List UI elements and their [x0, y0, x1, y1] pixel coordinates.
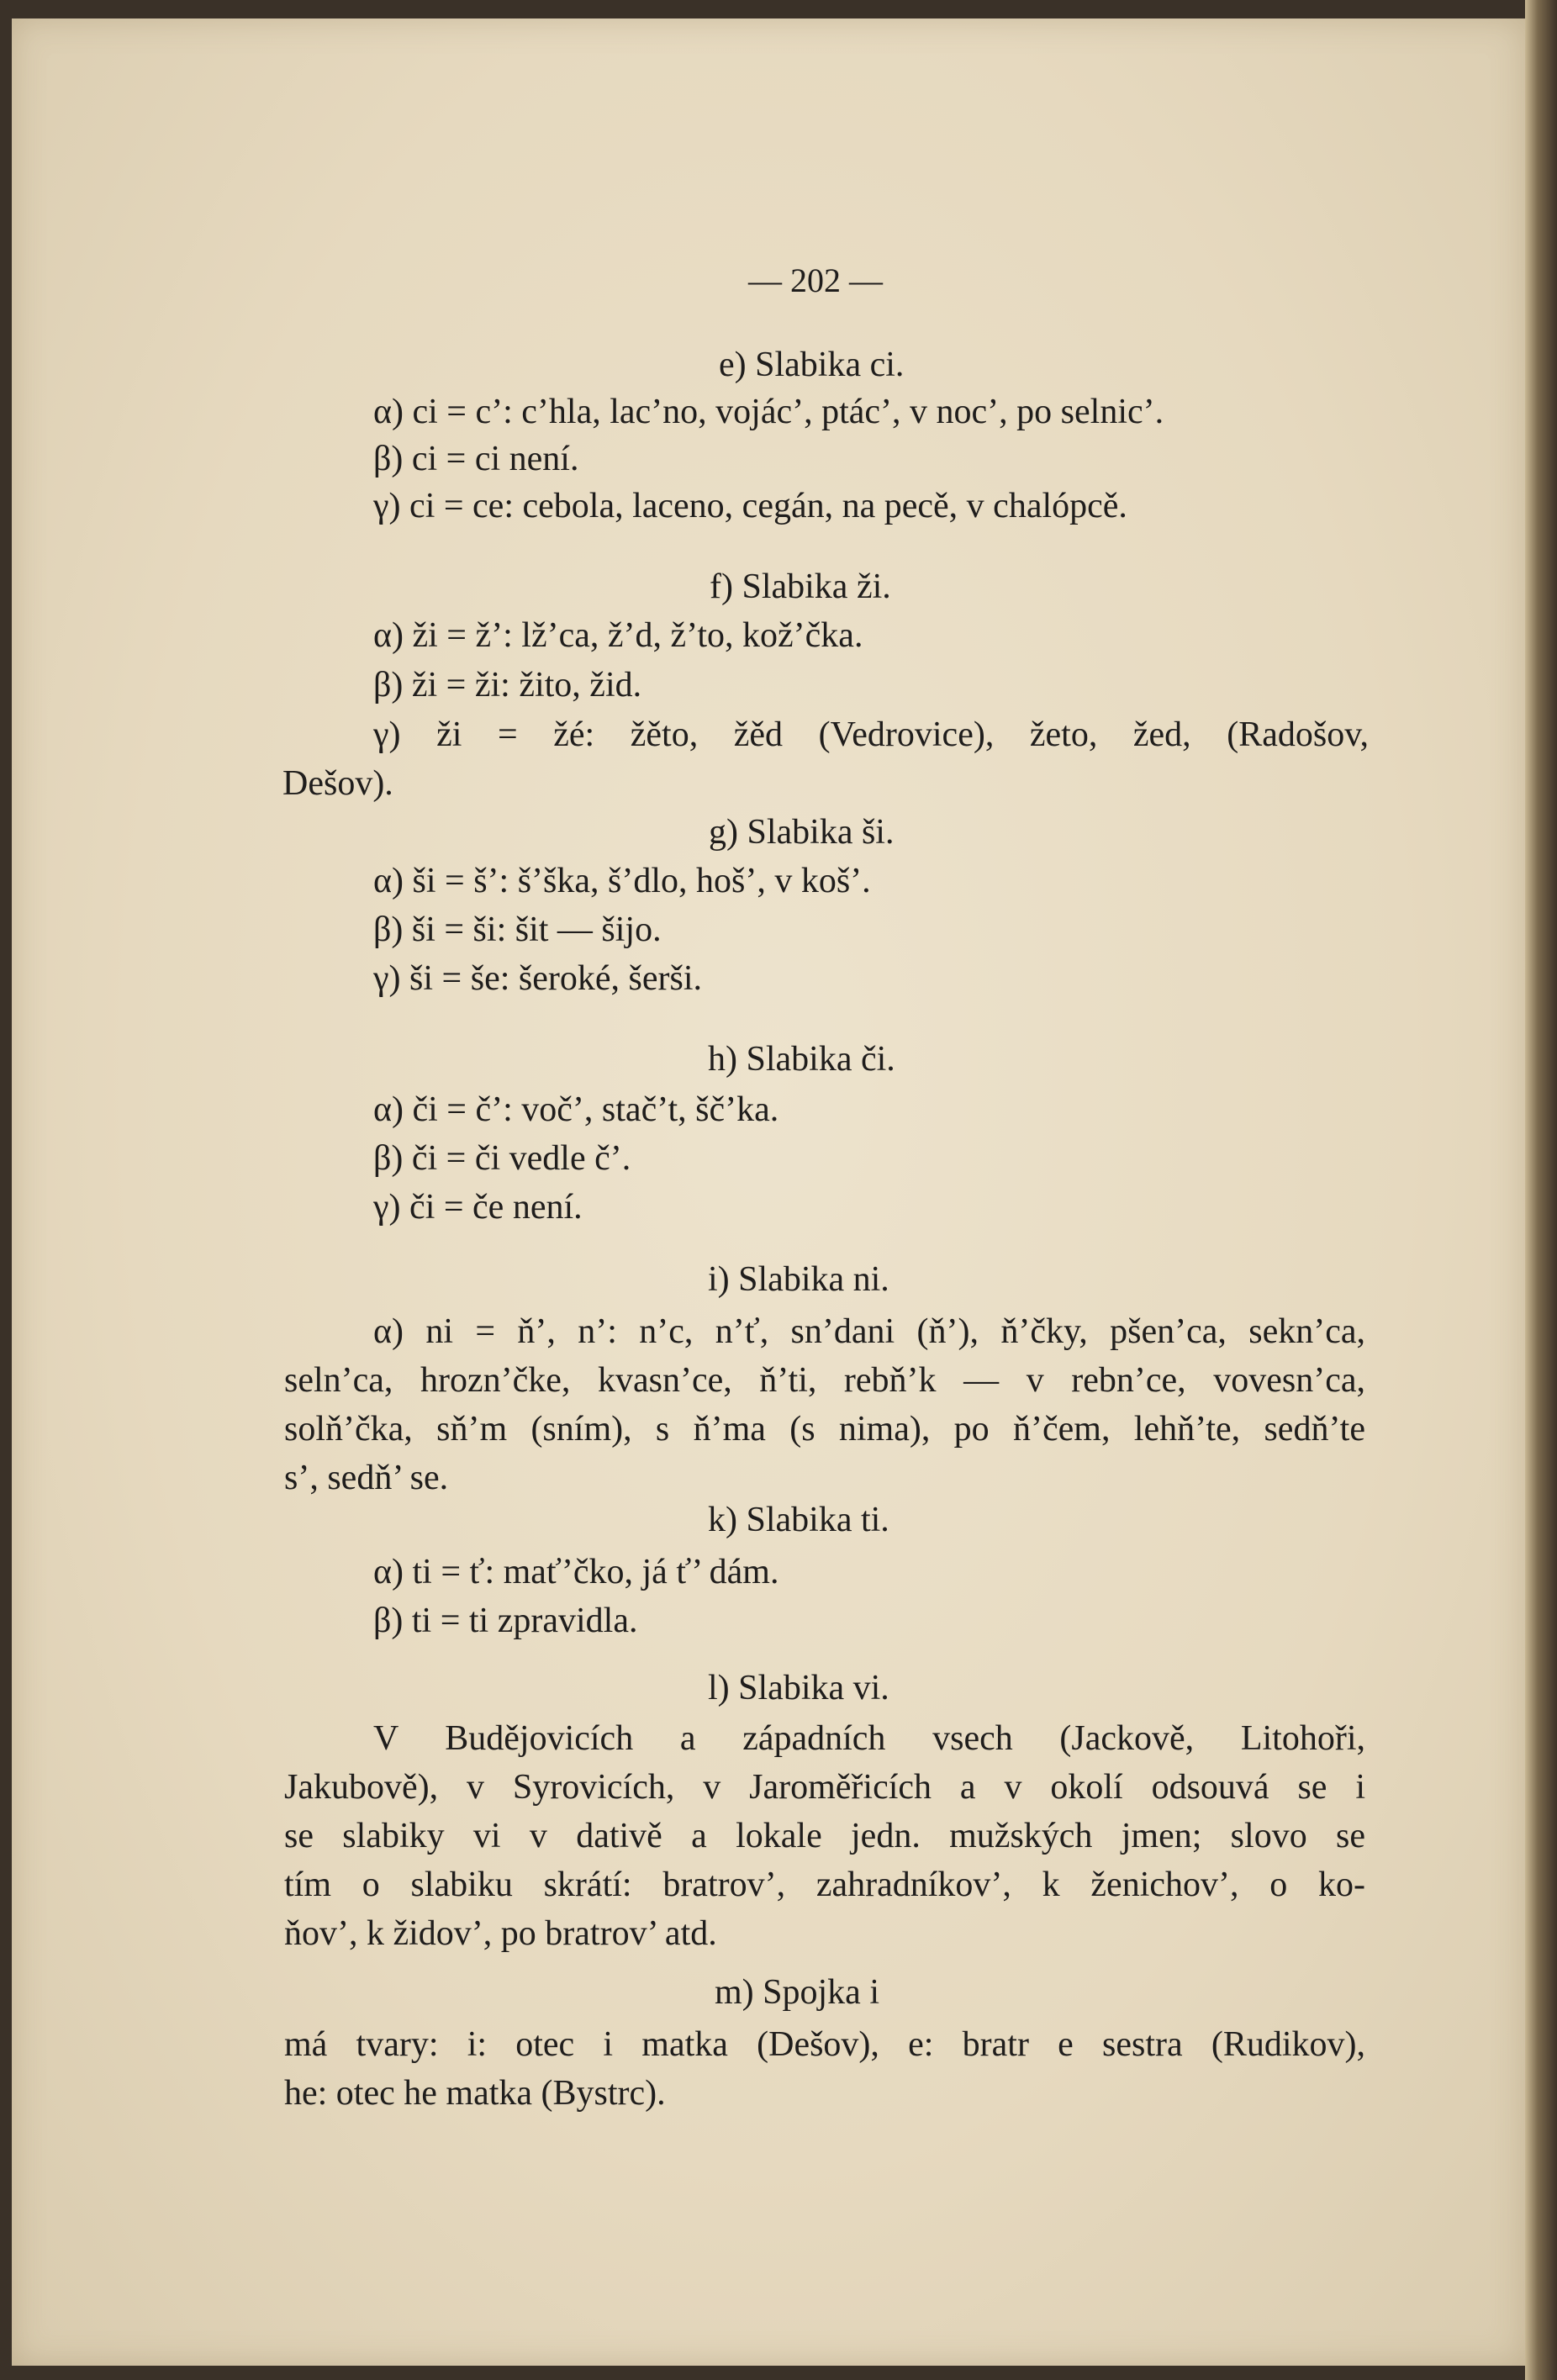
line-l-3: se slabiky vi v dativě a lokale jedn. mužských jmen; slovo se [284, 1817, 1365, 1855]
line-l-1: V Budějovicích a západních vsech (Jackově, Litohoři, [373, 1719, 1365, 1758]
line-f-cont: Dešov). [282, 764, 393, 803]
line-g-gamma: γ) ši = še: šeroké, šerši. [373, 959, 703, 998]
heading-m: m) Spojka i [715, 1973, 879, 2012]
line-f-beta: β) ži = ži: žito, žid. [373, 666, 642, 705]
heading-e: e) Slabika ci. [719, 346, 905, 384]
line-e-alpha: α) ci = c’: c’hla, lac’no, vojác’, ptác’, v noc’, po selnic’. [373, 393, 1164, 431]
line-f-gamma: γ) ži = žé: žěto, žěd (Vedrovice), žeto, žed, (Radošov, [373, 715, 1369, 754]
line-i-2: seln’ca, hrozn’čke, kvasn’ce, ň’ti, rebň’k — v rebn’ce, vovesn’ca, [284, 1361, 1365, 1400]
heading-h: h) Slabika či. [708, 1040, 895, 1079]
heading-g: g) Slabika ši. [709, 813, 895, 852]
line-h-beta: β) či = či vedle č’. [373, 1139, 631, 1178]
line-f-alpha: α) ži = ž’: lž’ca, ž’d, ž’to, kož’čka. [373, 616, 863, 655]
line-m-2: he: otec he matka (Bystrc). [284, 2074, 666, 2113]
line-k-beta: β) ti = ti zpravidla. [373, 1602, 638, 1640]
page-number: — 202 — [748, 261, 883, 299]
line-h-alpha: α) či = č’: voč’, stač’t, šč’ka. [373, 1090, 779, 1129]
heading-l: l) Slabika vi. [708, 1669, 889, 1707]
line-e-gamma: γ) ci = ce: cebola, laceno, cegán, na pecě, v chalópcě. [373, 487, 1127, 525]
line-m-1: má tvary: i: otec i matka (Dešov), e: bratr e sestra (Rudikov), [284, 2025, 1365, 2064]
heading-k: k) Slabika ti. [708, 1501, 889, 1539]
line-i-3: solň’čka, sň’m (sním), s ň’ma (s nima), po ň’čem, lehň’te, sedň’te [284, 1410, 1365, 1449]
line-i-alpha: α) ni = ň’, n’: n’c, n’ť, sn’dani (ň’), ň’čky, pšen’ca, sekn’ca, [373, 1312, 1365, 1351]
line-l-5: ňov’, k židov’, po bratrov’ atd. [284, 1914, 717, 1953]
line-g-beta: β) ši = ši: šit — šijo. [373, 910, 662, 949]
line-l-4: tím o slabiku skrátí: bratrov’, zahradníkov’, k ženichov’, o ko- [284, 1865, 1365, 1904]
line-i-4: s’, sedň’ se. [284, 1459, 449, 1497]
line-k-alpha: α) ti = ť: mať’čko, já ť’ dám. [373, 1553, 779, 1591]
line-h-gamma: γ) či = če není. [373, 1188, 583, 1227]
line-l-2: Jakubově), v Syrovicích, v Jaroměřicích a v okolí odsouvá se i [284, 1768, 1365, 1807]
heading-f: f) Slabika ži. [710, 567, 891, 606]
line-e-beta: β) ci = ci není. [373, 440, 579, 478]
line-g-alpha: α) ši = š’: š’ška, š’dlo, hoš’, v koš’. [373, 862, 871, 900]
heading-i: i) Slabika ni. [708, 1260, 889, 1299]
